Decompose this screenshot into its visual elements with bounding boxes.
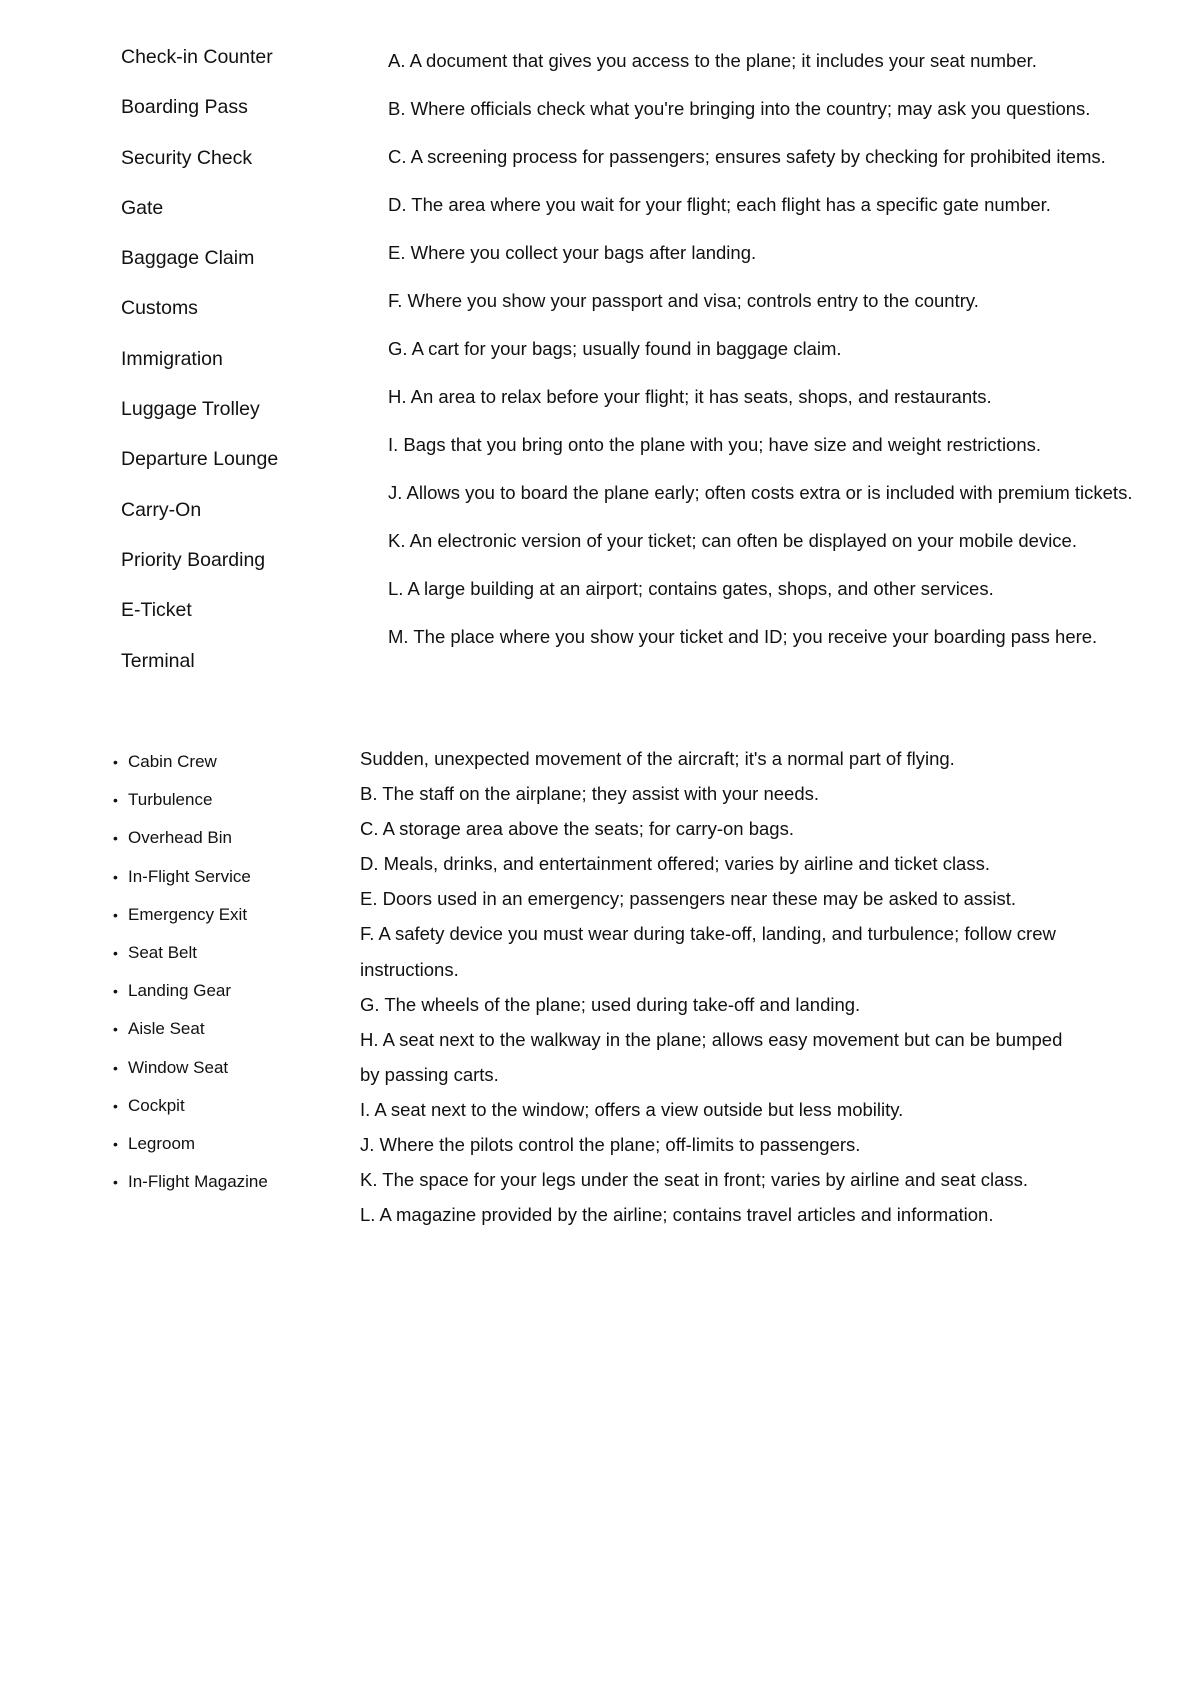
term-label: Cockpit xyxy=(128,1095,185,1115)
definition-item: L. A magazine provided by the airline; contains travel articles and information. xyxy=(360,1204,994,1226)
bullet-icon: • xyxy=(113,792,118,809)
term-item xyxy=(113,865,268,903)
term-item: Priority Boarding xyxy=(121,548,266,571)
term-label: In-Flight Magazine xyxy=(128,1172,268,1192)
term-item: Baggage Claim xyxy=(121,247,255,270)
term-label: In-Flight Service xyxy=(128,866,251,886)
definition-item: Sudden, unexpected movement of the aircraft; it's a normal part of flying. xyxy=(360,748,955,769)
term-item: E-Ticket xyxy=(121,599,192,622)
definition-item: G. A cart for your bags; usually found in baggage claim. xyxy=(388,338,842,359)
term-label: Landing Gear xyxy=(128,981,232,1001)
definition-item: E. Where you collect your bags after landing. xyxy=(388,242,757,263)
definition-item: K. The space for your legs under the seat in front; varies by airline and seat class. xyxy=(360,1169,1029,1191)
bullet-icon: • xyxy=(113,1135,118,1152)
bullet-icon: • xyxy=(113,1174,118,1191)
term-label: Seat Belt xyxy=(128,942,197,962)
term-item xyxy=(113,979,268,1017)
term-label: Aisle Seat xyxy=(128,1019,205,1039)
airport-terms-list xyxy=(121,45,278,699)
term-item xyxy=(113,1094,268,1132)
term-item: Departure Lounge xyxy=(121,448,279,471)
term-item: Terminal xyxy=(121,649,195,672)
term-label: Overhead Bin xyxy=(128,828,232,848)
term-item: Security Check xyxy=(121,146,253,169)
bullet-icon: • xyxy=(113,754,118,770)
definition-item: I. Bags that you bring onto the plane with you; have size and weight restrictions. xyxy=(388,434,1042,455)
definition-item: H. An area to relax before your flight; it has seats, shops, and restaurants. xyxy=(388,386,992,407)
term-label: Emergency Exit xyxy=(128,904,248,924)
term-item xyxy=(113,750,268,788)
definition-item: G. The wheels of the plane; used during take-off and landing. xyxy=(360,993,861,1015)
in-flight-terms-list xyxy=(113,750,268,1208)
bullet-icon: • xyxy=(113,868,118,885)
definition-item: M. The place where you show your ticket and ID; you receive your boarding pass here. xyxy=(388,626,1098,647)
term-label: Legroom xyxy=(128,1133,196,1153)
term-item: Customs xyxy=(121,297,198,320)
bullet-icon: • xyxy=(113,1059,118,1076)
term-item xyxy=(113,1017,268,1055)
term-item xyxy=(113,941,268,979)
term-label: Cabin Crew xyxy=(128,752,217,771)
definition-item: A. A document that gives you access to the plane; it includes your seat number. xyxy=(388,50,1037,71)
definition-item: J. Allows you to board the plane early; often costs extra or is included with premium tickets. xyxy=(388,482,1133,503)
definition-item: C. A storage area above the seats; for carry-on bags. xyxy=(360,818,794,840)
in-flight-definitions-list xyxy=(360,741,1080,1232)
term-item: Luggage Trolley xyxy=(121,398,260,421)
term-item: Carry-On xyxy=(121,498,202,521)
bullet-icon: • xyxy=(113,1021,118,1038)
term-item: Gate xyxy=(121,196,164,219)
definition-item: L. A large building at an airport; contains gates, shops, and other services. xyxy=(388,578,994,599)
definition-item: B. Where officials check what you're bringing into the country; may ask you questions. xyxy=(388,98,1091,119)
definition-item: B. The staff on the airplane; they assist with your needs. xyxy=(360,783,819,805)
term-item: Boarding Pass xyxy=(121,96,248,119)
definition-item: F. Where you show your passport and visa; controls entry to the country. xyxy=(388,290,979,311)
definition-item: D. The area where you wait for your flight; each flight has a specific gate number. xyxy=(388,194,1051,215)
term-item xyxy=(113,1056,268,1094)
term-label: Window Seat xyxy=(128,1057,229,1077)
term-item xyxy=(113,826,268,864)
term-label: Turbulence xyxy=(128,790,213,810)
bullet-icon: • xyxy=(113,830,118,847)
definition-item: J. Where the pilots control the plane; off-limits to passengers. xyxy=(360,1134,861,1156)
term-item: Immigration xyxy=(121,347,223,370)
definition-item: D. Meals, drinks, and entertainment offered; varies by airline and ticket class. xyxy=(360,853,990,875)
bullet-icon: • xyxy=(113,983,118,1000)
term-item xyxy=(113,903,268,941)
definition-item: K. An electronic version of your ticket; can often be displayed on your mobile device. xyxy=(388,530,1077,551)
airport-definitions-list xyxy=(388,49,1132,673)
definition-item: I. A seat next to the window; offers a view outside but less mobility. xyxy=(360,1098,904,1120)
definition-item: E. Doors used in an emergency; passengers near these may be asked to assist. xyxy=(360,888,1017,910)
term-item xyxy=(113,1170,268,1208)
term-item: Check-in Counter xyxy=(121,46,273,68)
term-item xyxy=(113,788,268,826)
definition-item: F. A safety device you must wear during take-off, landing, and turbulence; follow crew instructions. xyxy=(360,923,1056,980)
definition-item: H. A seat next to the walkway in the plane; allows easy movement but can be bumped by passing carts. xyxy=(360,1028,1063,1085)
bullet-icon: • xyxy=(113,944,118,961)
term-item xyxy=(113,1132,268,1170)
bullet-icon: • xyxy=(113,1097,118,1114)
definition-item: C. A screening process for passengers; ensures safety by checking for prohibited items. xyxy=(388,146,1106,167)
bullet-icon: • xyxy=(113,906,118,923)
